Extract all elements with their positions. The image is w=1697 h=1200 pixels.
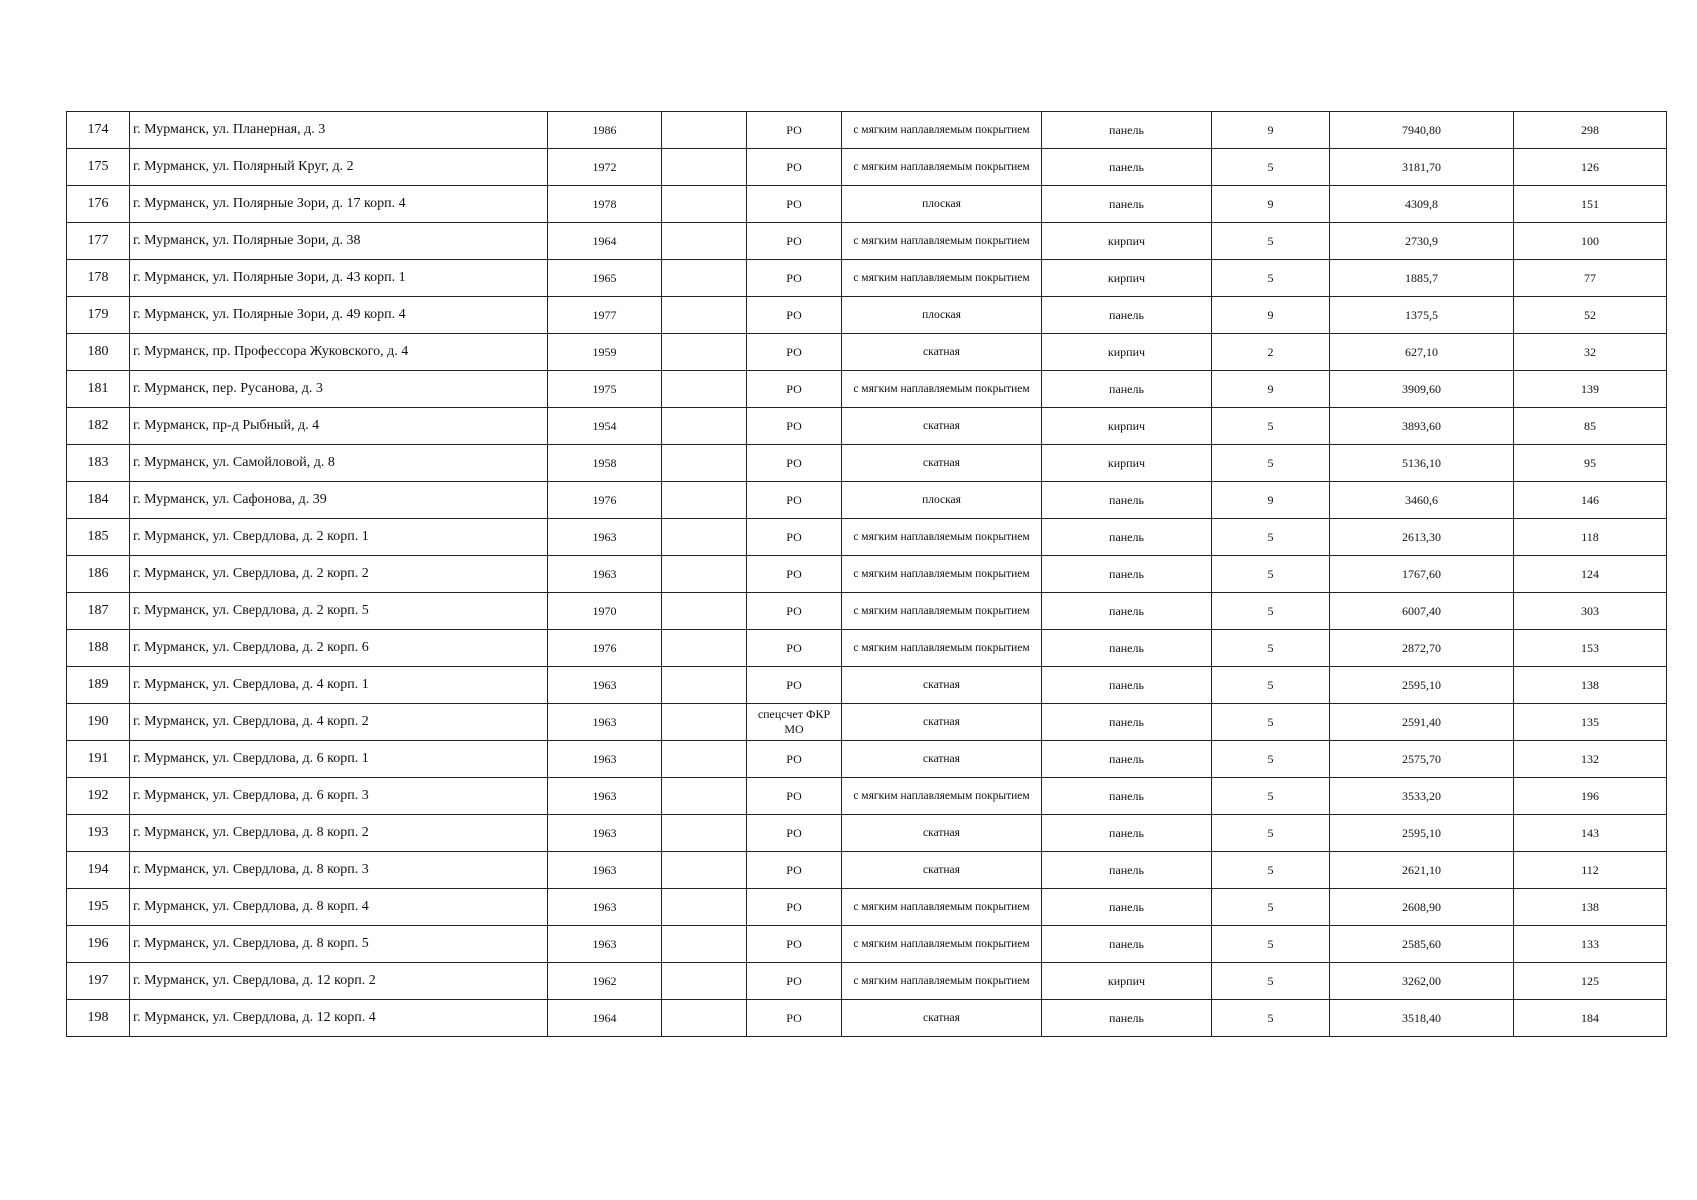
fund-cell: РО bbox=[747, 815, 842, 852]
row-number: 185 bbox=[67, 519, 130, 556]
fund-cell: РО bbox=[747, 1000, 842, 1037]
wall-material-cell: панель bbox=[1042, 593, 1212, 630]
wall-material-cell: панель bbox=[1042, 297, 1212, 334]
address-cell: г. Мурманск, ул. Свердлова, д. 6 корп. 1 bbox=[130, 741, 548, 778]
roof-type-cell: скатная bbox=[842, 445, 1042, 482]
fund-cell: РО bbox=[747, 556, 842, 593]
floors-cell: 9 bbox=[1212, 112, 1330, 149]
fund-cell: РО bbox=[747, 408, 842, 445]
row-number: 197 bbox=[67, 963, 130, 1000]
empty-cell bbox=[662, 149, 747, 186]
address-cell: г. Мурманск, ул. Свердлова, д. 12 корп. 2 bbox=[130, 963, 548, 1000]
table-row bbox=[67, 630, 1667, 667]
row-number: 178 bbox=[67, 260, 130, 297]
empty-cell bbox=[662, 778, 747, 815]
roof-type-cell: плоская bbox=[842, 186, 1042, 223]
table-row bbox=[67, 408, 1667, 445]
wall-material-cell: панель bbox=[1042, 852, 1212, 889]
roof-type-cell: с мягким наплавляемым покрытием bbox=[842, 926, 1042, 963]
wall-material-cell: панель bbox=[1042, 704, 1212, 741]
empty-cell bbox=[662, 334, 747, 371]
wall-material-cell: панель bbox=[1042, 630, 1212, 667]
address-cell: г. Мурманск, ул. Полярные Зори, д. 49 корп. 4 bbox=[130, 297, 548, 334]
wall-material-cell: кирпич bbox=[1042, 408, 1212, 445]
empty-cell bbox=[662, 371, 747, 408]
area-cell: 5136,10 bbox=[1330, 445, 1514, 482]
row-number: 191 bbox=[67, 741, 130, 778]
roof-type-cell: плоская bbox=[842, 297, 1042, 334]
address-cell: г. Мурманск, ул. Сафонова, д. 39 bbox=[130, 482, 548, 519]
empty-cell bbox=[662, 889, 747, 926]
wall-material-cell: кирпич bbox=[1042, 223, 1212, 260]
fund-cell: РО bbox=[747, 852, 842, 889]
floors-cell: 5 bbox=[1212, 667, 1330, 704]
wall-material-cell: панель bbox=[1042, 482, 1212, 519]
area-cell: 7940,80 bbox=[1330, 112, 1514, 149]
residents-cell: 132 bbox=[1514, 741, 1667, 778]
table-row bbox=[67, 704, 1667, 741]
wall-material-cell: панель bbox=[1042, 186, 1212, 223]
year-cell: 1963 bbox=[548, 889, 662, 926]
area-cell: 3893,60 bbox=[1330, 408, 1514, 445]
residents-cell: 125 bbox=[1514, 963, 1667, 1000]
year-cell: 1958 bbox=[548, 445, 662, 482]
year-cell: 1959 bbox=[548, 334, 662, 371]
roof-type-cell: с мягким наплавляемым покрытием bbox=[842, 963, 1042, 1000]
year-cell: 1963 bbox=[548, 667, 662, 704]
floors-cell: 9 bbox=[1212, 297, 1330, 334]
area-cell: 4309,8 bbox=[1330, 186, 1514, 223]
year-cell: 1963 bbox=[548, 741, 662, 778]
residents-cell: 95 bbox=[1514, 445, 1667, 482]
residents-cell: 118 bbox=[1514, 519, 1667, 556]
empty-cell bbox=[662, 815, 747, 852]
fund-cell: РО bbox=[747, 482, 842, 519]
row-number: 192 bbox=[67, 778, 130, 815]
table-row bbox=[67, 371, 1667, 408]
roof-type-cell: скатная bbox=[842, 667, 1042, 704]
table-row bbox=[67, 926, 1667, 963]
area-cell: 1375,5 bbox=[1330, 297, 1514, 334]
address-cell: г. Мурманск, ул. Свердлова, д. 2 корп. 6 bbox=[130, 630, 548, 667]
area-cell: 627,10 bbox=[1330, 334, 1514, 371]
residents-cell: 52 bbox=[1514, 297, 1667, 334]
year-cell: 1986 bbox=[548, 112, 662, 149]
year-cell: 1963 bbox=[548, 704, 662, 741]
fund-cell: РО bbox=[747, 186, 842, 223]
table-row bbox=[67, 519, 1667, 556]
row-number: 193 bbox=[67, 815, 130, 852]
fund-cell: РО bbox=[747, 741, 842, 778]
empty-cell bbox=[662, 482, 747, 519]
row-number: 180 bbox=[67, 334, 130, 371]
row-number: 188 bbox=[67, 630, 130, 667]
year-cell: 1963 bbox=[548, 852, 662, 889]
area-cell: 3909,60 bbox=[1330, 371, 1514, 408]
empty-cell bbox=[662, 297, 747, 334]
residents-cell: 139 bbox=[1514, 371, 1667, 408]
wall-material-cell: панель bbox=[1042, 1000, 1212, 1037]
area-cell: 2595,10 bbox=[1330, 667, 1514, 704]
row-number: 190 bbox=[67, 704, 130, 741]
year-cell: 1976 bbox=[548, 482, 662, 519]
residents-cell: 151 bbox=[1514, 186, 1667, 223]
fund-cell: РО bbox=[747, 519, 842, 556]
wall-material-cell: кирпич bbox=[1042, 260, 1212, 297]
floors-cell: 5 bbox=[1212, 1000, 1330, 1037]
row-number: 194 bbox=[67, 852, 130, 889]
fund-cell: РО bbox=[747, 963, 842, 1000]
table-row bbox=[67, 556, 1667, 593]
year-cell: 1977 bbox=[548, 297, 662, 334]
residents-cell: 138 bbox=[1514, 667, 1667, 704]
residents-cell: 146 bbox=[1514, 482, 1667, 519]
empty-cell bbox=[662, 963, 747, 1000]
year-cell: 1972 bbox=[548, 149, 662, 186]
year-cell: 1965 bbox=[548, 260, 662, 297]
floors-cell: 5 bbox=[1212, 741, 1330, 778]
area-cell: 3533,20 bbox=[1330, 778, 1514, 815]
floors-cell: 5 bbox=[1212, 815, 1330, 852]
wall-material-cell: кирпич bbox=[1042, 963, 1212, 1000]
year-cell: 1963 bbox=[548, 815, 662, 852]
address-cell: г. Мурманск, ул. Свердлова, д. 2 корп. 1 bbox=[130, 519, 548, 556]
wall-material-cell: панель bbox=[1042, 149, 1212, 186]
roof-type-cell: с мягким наплавляемым покрытием bbox=[842, 112, 1042, 149]
wall-material-cell: панель bbox=[1042, 926, 1212, 963]
residents-cell: 85 bbox=[1514, 408, 1667, 445]
empty-cell bbox=[662, 667, 747, 704]
floors-cell: 5 bbox=[1212, 445, 1330, 482]
roof-type-cell: плоская bbox=[842, 482, 1042, 519]
fund-cell: РО bbox=[747, 593, 842, 630]
row-number: 186 bbox=[67, 556, 130, 593]
year-cell: 1970 bbox=[548, 593, 662, 630]
empty-cell bbox=[662, 630, 747, 667]
fund-cell: РО bbox=[747, 149, 842, 186]
fund-cell: РО bbox=[747, 223, 842, 260]
roof-type-cell: с мягким наплавляемым покрытием bbox=[842, 149, 1042, 186]
fund-cell: РО bbox=[747, 667, 842, 704]
row-number: 182 bbox=[67, 408, 130, 445]
housing-table bbox=[66, 111, 1667, 1037]
fund-cell: РО bbox=[747, 260, 842, 297]
area-cell: 3181,70 bbox=[1330, 149, 1514, 186]
empty-cell bbox=[662, 445, 747, 482]
empty-cell bbox=[662, 223, 747, 260]
year-cell: 1954 bbox=[548, 408, 662, 445]
floors-cell: 5 bbox=[1212, 223, 1330, 260]
area-cell: 1885,7 bbox=[1330, 260, 1514, 297]
address-cell: г. Мурманск, ул. Свердлова, д. 8 корп. 3 bbox=[130, 852, 548, 889]
row-number: 183 bbox=[67, 445, 130, 482]
area-cell: 3460,6 bbox=[1330, 482, 1514, 519]
year-cell: 1963 bbox=[548, 556, 662, 593]
row-number: 187 bbox=[67, 593, 130, 630]
floors-cell: 5 bbox=[1212, 852, 1330, 889]
empty-cell bbox=[662, 926, 747, 963]
area-cell: 2591,40 bbox=[1330, 704, 1514, 741]
fund-cell: РО bbox=[747, 926, 842, 963]
residents-cell: 126 bbox=[1514, 149, 1667, 186]
address-cell: г. Мурманск, ул. Полярные Зори, д. 17 корп. 4 bbox=[130, 186, 548, 223]
roof-type-cell: с мягким наплавляемым покрытием bbox=[842, 371, 1042, 408]
residents-cell: 135 bbox=[1514, 704, 1667, 741]
floors-cell: 5 bbox=[1212, 889, 1330, 926]
fund-cell: РО bbox=[747, 112, 842, 149]
residents-cell: 143 bbox=[1514, 815, 1667, 852]
row-number: 177 bbox=[67, 223, 130, 260]
residents-cell: 77 bbox=[1514, 260, 1667, 297]
floors-cell: 5 bbox=[1212, 593, 1330, 630]
address-cell: г. Мурманск, ул. Свердлова, д. 8 корп. 4 bbox=[130, 889, 548, 926]
address-cell: г. Мурманск, ул. Свердлова, д. 4 корп. 2 bbox=[130, 704, 548, 741]
address-cell: г. Мурманск, ул. Свердлова, д. 6 корп. 3 bbox=[130, 778, 548, 815]
year-cell: 1976 bbox=[548, 630, 662, 667]
row-number: 179 bbox=[67, 297, 130, 334]
row-number: 196 bbox=[67, 926, 130, 963]
wall-material-cell: панель bbox=[1042, 519, 1212, 556]
roof-type-cell: с мягким наплавляемым покрытием bbox=[842, 556, 1042, 593]
fund-cell: РО bbox=[747, 445, 842, 482]
address-cell: г. Мурманск, пер. Русанова, д. 3 bbox=[130, 371, 548, 408]
row-number: 175 bbox=[67, 149, 130, 186]
table-row bbox=[67, 778, 1667, 815]
empty-cell bbox=[662, 260, 747, 297]
roof-type-cell: скатная bbox=[842, 334, 1042, 371]
table-row bbox=[67, 260, 1667, 297]
wall-material-cell: панель bbox=[1042, 741, 1212, 778]
table-row bbox=[67, 815, 1667, 852]
roof-type-cell: скатная bbox=[842, 741, 1042, 778]
floors-cell: 9 bbox=[1212, 186, 1330, 223]
fund-cell: РО bbox=[747, 889, 842, 926]
floors-cell: 5 bbox=[1212, 149, 1330, 186]
area-cell: 2730,9 bbox=[1330, 223, 1514, 260]
table-row bbox=[67, 963, 1667, 1000]
floors-cell: 5 bbox=[1212, 704, 1330, 741]
residents-cell: 153 bbox=[1514, 630, 1667, 667]
roof-type-cell: с мягким наплавляемым покрытием bbox=[842, 889, 1042, 926]
residents-cell: 100 bbox=[1514, 223, 1667, 260]
residents-cell: 303 bbox=[1514, 593, 1667, 630]
empty-cell bbox=[662, 556, 747, 593]
area-cell: 2613,30 bbox=[1330, 519, 1514, 556]
wall-material-cell: панель bbox=[1042, 112, 1212, 149]
empty-cell bbox=[662, 1000, 747, 1037]
empty-cell bbox=[662, 852, 747, 889]
address-cell: г. Мурманск, ул. Полярные Зори, д. 43 корп. 1 bbox=[130, 260, 548, 297]
floors-cell: 2 bbox=[1212, 334, 1330, 371]
residents-cell: 32 bbox=[1514, 334, 1667, 371]
year-cell: 1978 bbox=[548, 186, 662, 223]
year-cell: 1963 bbox=[548, 926, 662, 963]
year-cell: 1963 bbox=[548, 778, 662, 815]
wall-material-cell: панель bbox=[1042, 889, 1212, 926]
address-cell: г. Мурманск, ул. Свердлова, д. 2 корп. 2 bbox=[130, 556, 548, 593]
floors-cell: 5 bbox=[1212, 778, 1330, 815]
table-row bbox=[67, 482, 1667, 519]
floors-cell: 5 bbox=[1212, 260, 1330, 297]
year-cell: 1975 bbox=[548, 371, 662, 408]
table-row bbox=[67, 593, 1667, 630]
residents-cell: 196 bbox=[1514, 778, 1667, 815]
floors-cell: 5 bbox=[1212, 963, 1330, 1000]
wall-material-cell: панель bbox=[1042, 815, 1212, 852]
empty-cell bbox=[662, 112, 747, 149]
fund-cell: РО bbox=[747, 371, 842, 408]
address-cell: г. Мурманск, ул. Самойловой, д. 8 bbox=[130, 445, 548, 482]
table-row bbox=[67, 186, 1667, 223]
table-row bbox=[67, 852, 1667, 889]
wall-material-cell: панель bbox=[1042, 778, 1212, 815]
address-cell: г. Мурманск, ул. Полярный Круг, д. 2 bbox=[130, 149, 548, 186]
floors-cell: 9 bbox=[1212, 371, 1330, 408]
empty-cell bbox=[662, 741, 747, 778]
roof-type-cell: с мягким наплавляемым покрытием bbox=[842, 260, 1042, 297]
area-cell: 2595,10 bbox=[1330, 815, 1514, 852]
residents-cell: 112 bbox=[1514, 852, 1667, 889]
row-number: 198 bbox=[67, 1000, 130, 1037]
empty-cell bbox=[662, 593, 747, 630]
area-cell: 1767,60 bbox=[1330, 556, 1514, 593]
address-cell: г. Мурманск, ул. Полярные Зори, д. 38 bbox=[130, 223, 548, 260]
table-row bbox=[67, 149, 1667, 186]
table-row bbox=[67, 445, 1667, 482]
table-row bbox=[67, 112, 1667, 149]
address-cell: г. Мурманск, ул. Планерная, д. 3 bbox=[130, 112, 548, 149]
floors-cell: 5 bbox=[1212, 519, 1330, 556]
address-cell: г. Мурманск, ул. Свердлова, д. 8 корп. 2 bbox=[130, 815, 548, 852]
address-cell: г. Мурманск, ул. Свердлова, д. 2 корп. 5 bbox=[130, 593, 548, 630]
empty-cell bbox=[662, 408, 747, 445]
roof-type-cell: скатная bbox=[842, 704, 1042, 741]
area-cell: 2585,60 bbox=[1330, 926, 1514, 963]
table-row bbox=[67, 297, 1667, 334]
area-cell: 2575,70 bbox=[1330, 741, 1514, 778]
year-cell: 1964 bbox=[548, 223, 662, 260]
table-row bbox=[67, 334, 1667, 371]
row-number: 176 bbox=[67, 186, 130, 223]
roof-type-cell: скатная bbox=[842, 408, 1042, 445]
address-cell: г. Мурманск, пр. Профессора Жуковского, д. 4 bbox=[130, 334, 548, 371]
table-row bbox=[67, 889, 1667, 926]
row-number: 195 bbox=[67, 889, 130, 926]
roof-type-cell: с мягким наплавляемым покрытием bbox=[842, 223, 1042, 260]
fund-cell: РО bbox=[747, 334, 842, 371]
row-number: 184 bbox=[67, 482, 130, 519]
fund-cell: спецсчет ФКР МО bbox=[747, 704, 842, 741]
empty-cell bbox=[662, 519, 747, 556]
residents-cell: 124 bbox=[1514, 556, 1667, 593]
roof-type-cell: скатная bbox=[842, 1000, 1042, 1037]
area-cell: 2608,90 bbox=[1330, 889, 1514, 926]
empty-cell bbox=[662, 704, 747, 741]
residents-cell: 298 bbox=[1514, 112, 1667, 149]
area-cell: 2872,70 bbox=[1330, 630, 1514, 667]
table-row bbox=[67, 223, 1667, 260]
residents-cell: 133 bbox=[1514, 926, 1667, 963]
wall-material-cell: панель bbox=[1042, 667, 1212, 704]
roof-type-cell: с мягким наплавляемым покрытием bbox=[842, 778, 1042, 815]
row-number: 174 bbox=[67, 112, 130, 149]
floors-cell: 5 bbox=[1212, 926, 1330, 963]
address-cell: г. Мурманск, ул. Свердлова, д. 12 корп. 4 bbox=[130, 1000, 548, 1037]
floors-cell: 5 bbox=[1212, 556, 1330, 593]
table-row bbox=[67, 1000, 1667, 1037]
floors-cell: 5 bbox=[1212, 408, 1330, 445]
floors-cell: 9 bbox=[1212, 482, 1330, 519]
area-cell: 2621,10 bbox=[1330, 852, 1514, 889]
year-cell: 1964 bbox=[548, 1000, 662, 1037]
wall-material-cell: кирпич bbox=[1042, 334, 1212, 371]
roof-type-cell: скатная bbox=[842, 815, 1042, 852]
roof-type-cell: скатная bbox=[842, 852, 1042, 889]
row-number: 181 bbox=[67, 371, 130, 408]
fund-cell: РО bbox=[747, 297, 842, 334]
area-cell: 3518,40 bbox=[1330, 1000, 1514, 1037]
roof-type-cell: с мягким наплавляемым покрытием bbox=[842, 519, 1042, 556]
fund-cell: РО bbox=[747, 630, 842, 667]
table-row bbox=[67, 667, 1667, 704]
roof-type-cell: с мягким наплавляемым покрытием bbox=[842, 630, 1042, 667]
year-cell: 1963 bbox=[548, 519, 662, 556]
area-cell: 6007,40 bbox=[1330, 593, 1514, 630]
row-number: 189 bbox=[67, 667, 130, 704]
wall-material-cell: панель bbox=[1042, 371, 1212, 408]
area-cell: 3262,00 bbox=[1330, 963, 1514, 1000]
fund-cell: РО bbox=[747, 778, 842, 815]
wall-material-cell: панель bbox=[1042, 556, 1212, 593]
address-cell: г. Мурманск, ул. Свердлова, д. 8 корп. 5 bbox=[130, 926, 548, 963]
residents-cell: 138 bbox=[1514, 889, 1667, 926]
wall-material-cell: кирпич bbox=[1042, 445, 1212, 482]
table-body bbox=[67, 112, 1667, 1037]
address-cell: г. Мурманск, пр-д Рыбный, д. 4 bbox=[130, 408, 548, 445]
empty-cell bbox=[662, 186, 747, 223]
floors-cell: 5 bbox=[1212, 630, 1330, 667]
roof-type-cell: с мягким наплавляемым покрытием bbox=[842, 593, 1042, 630]
table-row bbox=[67, 741, 1667, 778]
residents-cell: 184 bbox=[1514, 1000, 1667, 1037]
address-cell: г. Мурманск, ул. Свердлова, д. 4 корп. 1 bbox=[130, 667, 548, 704]
year-cell: 1962 bbox=[548, 963, 662, 1000]
